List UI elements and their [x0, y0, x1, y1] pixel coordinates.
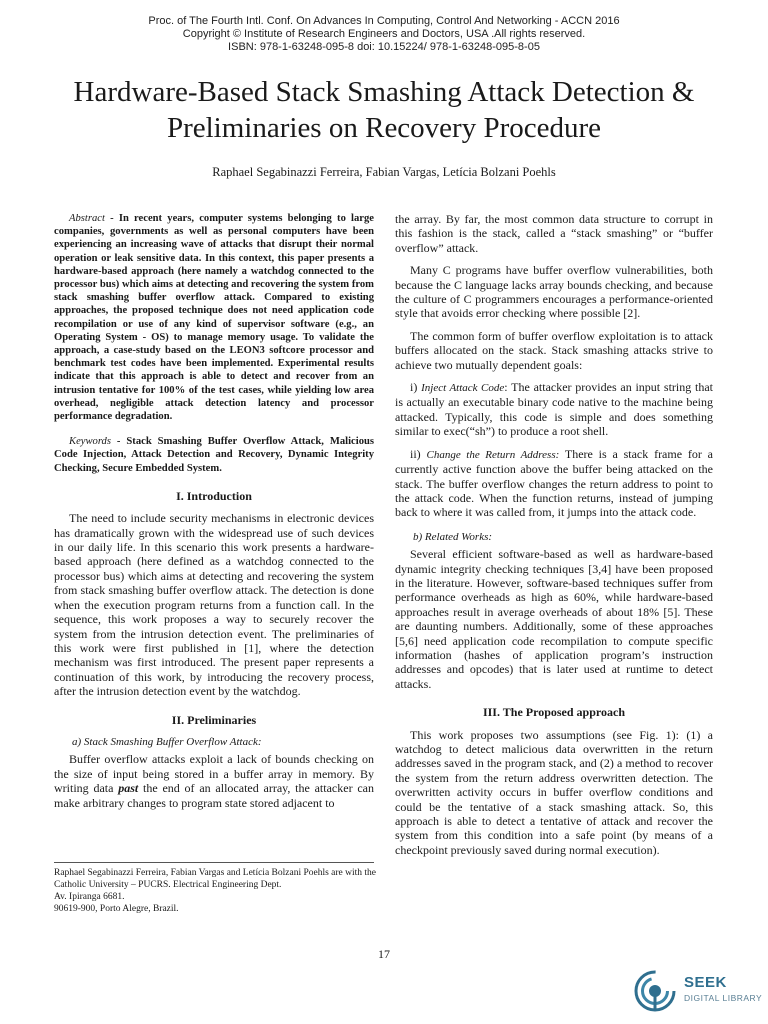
- related-works-paragraph: Several efficient software-based as well as hardware-based dynamic integrity checking techniques [3,4] have been proposed in the literature. However, software-based techniques suffer from performance overheads as high as 60%, while hardware-based approaches result in average overheads of about 18% [5]. These are daunting numbers. Additionally, some of these approaches [5,6] need application code recompilation to compute specific information (hashes of application program’s instruction addresses and opcodes) that is later used at runtime to detect attacks.: [395, 547, 713, 691]
- seek-logo-icon: [634, 970, 676, 1012]
- paragraph-text: the end of an allocated array, the attacker can make arbitrary changes to program state stored adjacent to: [54, 781, 375, 810]
- paragraph-text: Buffer overflow attacks exploit a lack of bounds checking on the size of input being stored in a buffer array in memory. By writing data: [54, 752, 374, 796]
- footnote-divider: [54, 862, 374, 863]
- item-number: ii): [410, 446, 427, 461]
- abstract-text: - In recent years, computer systems belonging to large companies, governments as well as personal computers have been experiencing an increasing wave of attacks that disrupt their normal operation or leak sensitive data. In this context, this paper presents a hardware-based approach (here namely a watchdog connected to the processor bus) which aims at detecting and recovering the system from stack smashing buffer overflow attack. Compared to existing approaches, the proposed technique does not need application code recompilation or use of any kind of supervisor software (e.g., an Operating System - OS) to manage memory usage. To validate the approach, a case-study based on the LEON3 softcore processor and benchmark test codes have been implemented. Experimental results indicate that this approach is able to detect and recover from an intrusion tentative for 100% of the test cases, while yielding low area overhead, negligible attack detection latency and processor performance degradation.: [54, 213, 374, 423]
- seek-logo-subtitle: DIGITAL LIBRARY: [684, 993, 763, 1003]
- section-heading-proposed-approach: III. The Proposed approach: [482, 705, 626, 720]
- paper-title: Hardware-Based Stack Smashing Attack Detection & Preliminaries on Recovery Procedure: [73, 76, 695, 144]
- proceedings-line: Proc. of The Fourth Intl. Conf. On Advances In Computing, Control And Networking - ACCN 2016: [148, 15, 620, 27]
- right-column: [395, 212, 713, 857]
- item-number: i): [410, 380, 422, 395]
- item-label: Inject Attack Code: [421, 382, 505, 395]
- c-programs-paragraph: Many C programs have buffer overflow vulnerabilities, both because the C language lacks array bounds checking, and because the culture of C programmers encourages a performance-oriented style that avoids error checking where possible [2].: [395, 263, 713, 321]
- isbn-doi-line: ISBN: 978-1-63248-095-8 doi: 10.15224/ 978-1-63248-095-8-05: [228, 41, 540, 53]
- section-heading-preliminaries: II. Preliminaries: [171, 712, 257, 727]
- goal-change-return-address: [395, 447, 713, 520]
- section-heading-introduction: I. Introduction: [176, 488, 252, 503]
- seek-logo-word: SEEK: [684, 974, 727, 991]
- footnote: [54, 867, 384, 915]
- keywords-text: - Stack Smashing Buffer Overflow Attack, Malicious Code Injection, Attack Detection and Recovery, Dynamic Integrity Checking, Secure Embedded System.: [54, 436, 374, 474]
- abstract: [54, 212, 374, 423]
- exploitation-paragraph: The common form of buffer overflow exploitation is to attack buffers allocated on the stack. Stack smashing attacks strive to achieve two mutually dependent goals:: [395, 328, 713, 372]
- subsection-heading-related-works: b) Related Works:: [413, 530, 493, 543]
- copyright-line: Copyright © Institute of Research Engineers and Doctors, USA .All rights reserved.: [182, 28, 586, 40]
- item-text: There is a stack frame for a currently active function above the buffer being attacked on the stack. The buffer overflow changes the return address to point to the attack code. When the function returns, instead of jumping back to where it was called from, it jumps into the attack code.: [395, 446, 713, 520]
- footnote-address: Av. Ipiranga 6681.: [54, 892, 125, 902]
- page-number: 17: [378, 947, 390, 961]
- footnote-postal: 90619-900, Porto Alegre, Brazil.: [54, 904, 179, 914]
- subsection-heading-stack-smashing: a) Stack Smashing Buffer Overflow Attack:: [72, 735, 262, 748]
- author-list: Raphael Segabinazzi Ferreira, Fabian Vargas, Letícia Bolzani Poehls: [212, 165, 556, 179]
- keywords: [54, 435, 374, 475]
- seek-digital-library-logo: [634, 966, 764, 1016]
- buffer-overflow-paragraph: [54, 752, 374, 810]
- footnote-affiliation: Raphael Segabinazzi Ferreira, Fabian Vargas and Letícia Bolzani Poehls are with the Catholic University – PUCRS. Electrical Engineering Dept.: [54, 868, 377, 890]
- emphasis-past: past: [118, 781, 139, 796]
- left-column: [54, 212, 374, 810]
- item-text: : The attacker provides an input string that is actually an executable binary code native to the machine being attacked. Typically, this code is simple and does something similar to exec(“sh”) to produce a root shell.: [395, 380, 713, 439]
- abstract-label: Abstract: [69, 213, 105, 224]
- goal-inject-attack-code: [395, 380, 713, 439]
- item-label: Change the Return Address:: [426, 448, 560, 461]
- keywords-label: Keywords: [69, 436, 111, 448]
- proposed-approach-paragraph: This work proposes two assumptions (see Fig. 1): (1) a watchdog to detect malicious data overwritten in the return addresses saved in the program stack, and (2) a method to recover the system from the return address overwritten detection. The overwritten activity occurs in buffer overflow conditions and could be the tentative of a stack smashing attack. So, this approach is able to detect a tentative of attack and recover the system from this condition into a safe point (by means of a checkpoint previously saved during normal execution).: [395, 727, 713, 857]
- buffer-overflow-paragraph-continued: the array. By far, the most common data structure to corrupt in this fashion is the stack, called a “stack smashing” or “buffer overflow” attack.: [395, 212, 713, 255]
- intro-paragraph: The need to include security mechanisms in electronic devices has dramatically grown with the widespread use of such devices in our daily life. In this scenario this work presents a hardware-based approach (here defined as a watchdog connected to the processor bus) which aims at detecting and recovering the system from stack smashing buffer overflow attack. The detection is done when the execution program returns from a function call. In the sequence, this work proposes a way to securely recover the system from the intrusion detection event. The preliminaries of this work were first published in [1], where the detection mechanism was first introduced. The present paper represents a continuation of this work, by introducing the recovery process, after the intrusion detection event by the watchdog.: [54, 511, 374, 699]
